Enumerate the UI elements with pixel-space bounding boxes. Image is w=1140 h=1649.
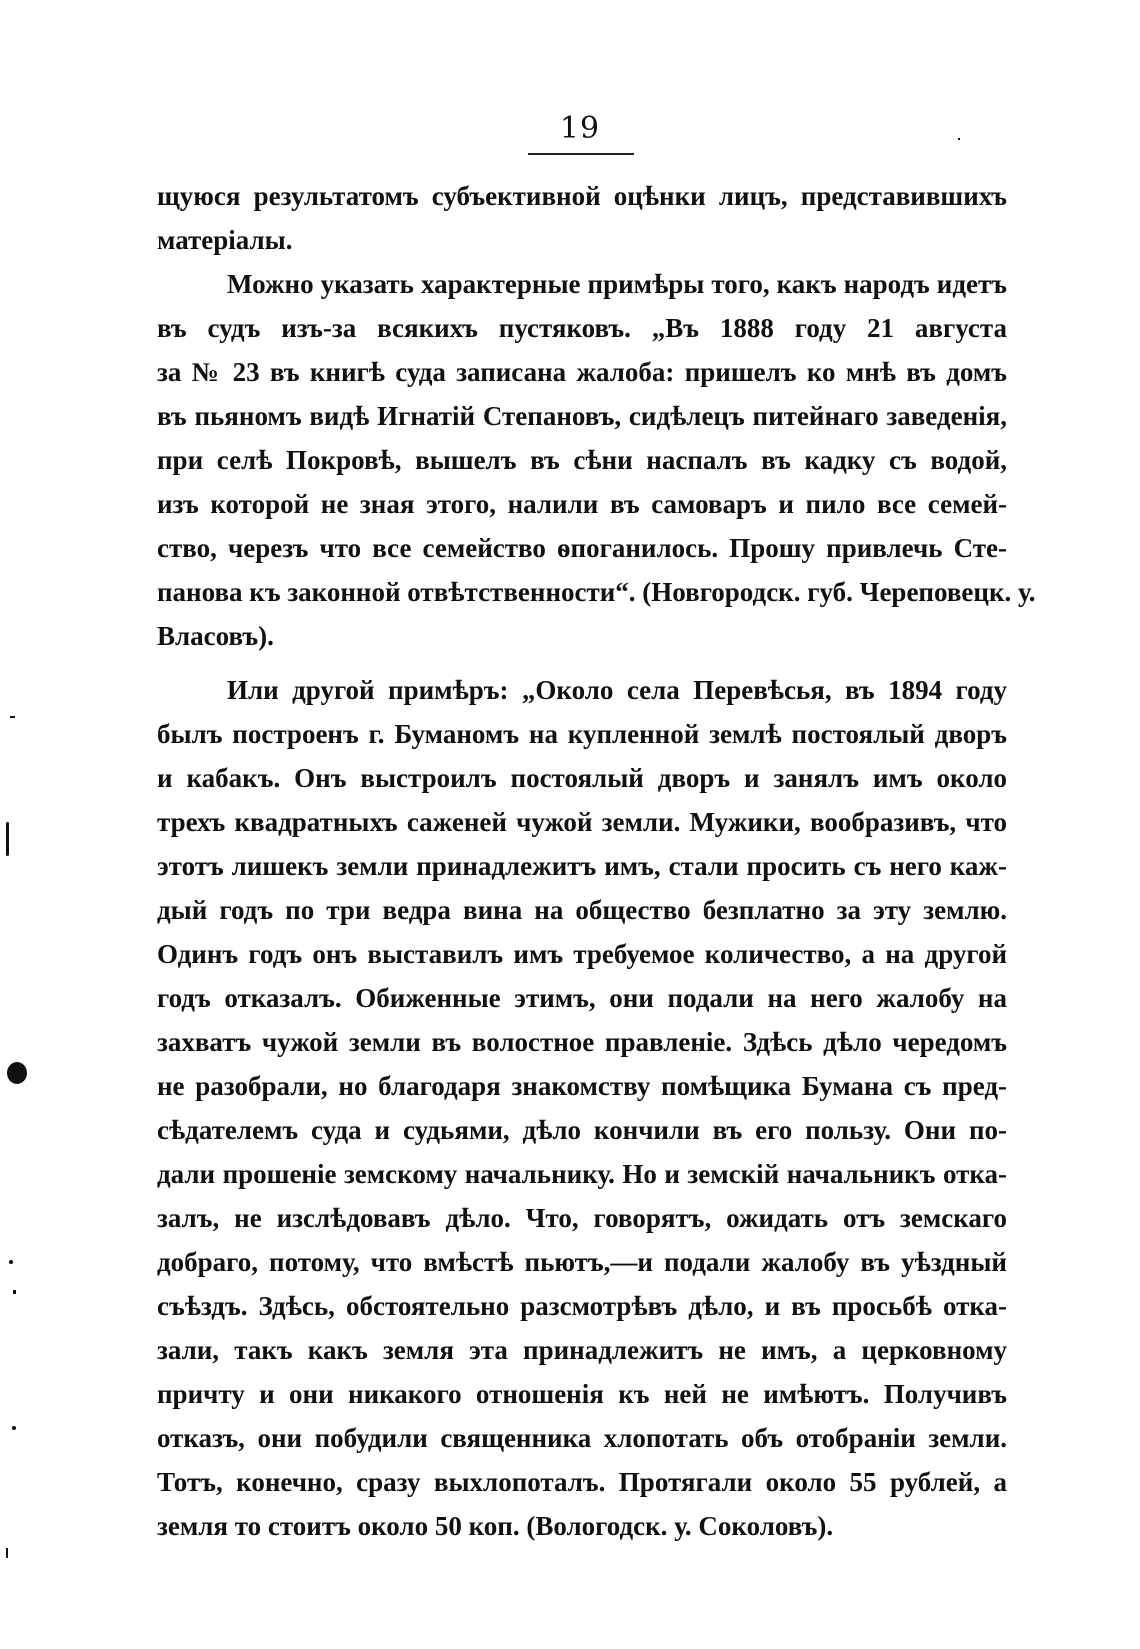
text-line: этотъ лишекъ земли принадлежитъ имъ, стали просить съ него каж-	[157, 851, 1007, 881]
text-line: залъ, не изслѣдовавъ дѣло. Что, говорятъ, ожидать отъ земскаго	[157, 1203, 1007, 1233]
scan-speck	[9, 1260, 13, 1264]
text-line: дый годъ по три ведра вина на общество безплатно за эту землю.	[157, 895, 1007, 925]
text-line: зали, такъ какъ земля эта принадлежитъ не имъ, а церковному	[157, 1335, 1007, 1365]
text-line: отказъ, они побудили священника хлопотать объ отобраніи земли.	[157, 1423, 1007, 1453]
text-line: ство, черезъ что все семейство ѳпоганилось. Прошу привлечь Сте-	[157, 533, 1007, 563]
text-line: панова къ законной отвѣтственности“. (Новгородск. губ. Череповецк. у.	[157, 577, 1036, 607]
scan-speck	[13, 1290, 16, 1294]
text-line: Власовъ).	[157, 621, 274, 651]
text-line: не разобрали, но благодаря знакомству помѣщика Бумана съ пред-	[157, 1071, 1007, 1101]
text-line: матеріалы.	[157, 225, 293, 255]
text-line: съѣздъ. Здѣсь, обстоятельно разсмотрѣвъ дѣло, и въ просьбѣ отка-	[157, 1291, 1007, 1321]
scan-speck	[958, 138, 960, 140]
text-line: въ судъ изъ-за всякихъ пустяковъ. „Въ 1888 году 21 августа	[157, 313, 1007, 343]
text-line: добраго, потому, что вмѣстѣ пьютъ,—и подали жалобу въ уѣздный	[157, 1247, 1007, 1277]
text-line: захватъ чужой земли въ волостное правленіе. Здѣсь дѣло чередомъ	[157, 1027, 1007, 1057]
page-number: 19	[559, 111, 601, 146]
text-line: Одинъ годъ онъ выставилъ имъ требуемое количество, а на другой	[157, 939, 1007, 969]
text-line: Тотъ, конечно, сразу выхлопоталъ. Протягали около 55 рублей, а	[157, 1467, 1007, 1497]
scan-speck	[6, 822, 9, 856]
text-line: сѣдателемъ суда и судьями, дѣло кончили въ его пользу. Они по-	[157, 1115, 1007, 1145]
scan-speck	[6, 1548, 8, 1558]
text-line: за № 23 въ книгѣ суда записана жалоба: пришелъ ко мнѣ въ домъ	[157, 357, 1007, 387]
scan-speck	[10, 716, 15, 718]
text-line: причту и они никакого отношенія къ ней не имѣютъ. Получивъ	[157, 1379, 1007, 1409]
text-line: въ пьяномъ видѣ Игнатій Степановъ, сидѣлецъ питейнаго заведенія,	[157, 401, 1007, 431]
page-number-rule	[528, 153, 634, 155]
text-line: Или другой примѣръ: „Около села Перевѣсья, въ 1894 году	[227, 675, 1007, 705]
text-line: при селѣ Покровѣ, вышелъ въ сѣни наспалъ въ кадку съ водой,	[157, 445, 1007, 475]
text-line: и кабакъ. Онъ выстроилъ постоялый дворъ и занялъ имъ около	[157, 763, 1007, 793]
text-line: Можно указать характерные примѣры того, какъ народъ идетъ	[227, 269, 1007, 299]
text-line: трехъ квадратныхъ саженей чужой земли. Мужики, вообразивъ, что	[157, 807, 1007, 837]
text-line: дали прошеніе земскому начальнику. Но и земскій начальникъ отка-	[157, 1159, 1007, 1189]
text-line: щуюся результатомъ субъективной оцѣнки лицъ, представившихъ	[157, 181, 1007, 211]
text-line: годъ отказалъ. Обиженные этимъ, они подали на него жалобу на	[157, 983, 1007, 1013]
text-line: изъ которой не зная этого, налили въ самоваръ и пило все семей-	[157, 489, 1007, 519]
text-line: былъ построенъ г. Буманомъ на купленной землѣ постоялый дворъ	[157, 719, 1007, 749]
binding-hole-mark	[7, 1062, 27, 1084]
text-line: земля то стоитъ около 50 коп. (Вологодск. у. Соколовъ).	[157, 1511, 834, 1541]
scan-speck	[12, 1426, 16, 1430]
